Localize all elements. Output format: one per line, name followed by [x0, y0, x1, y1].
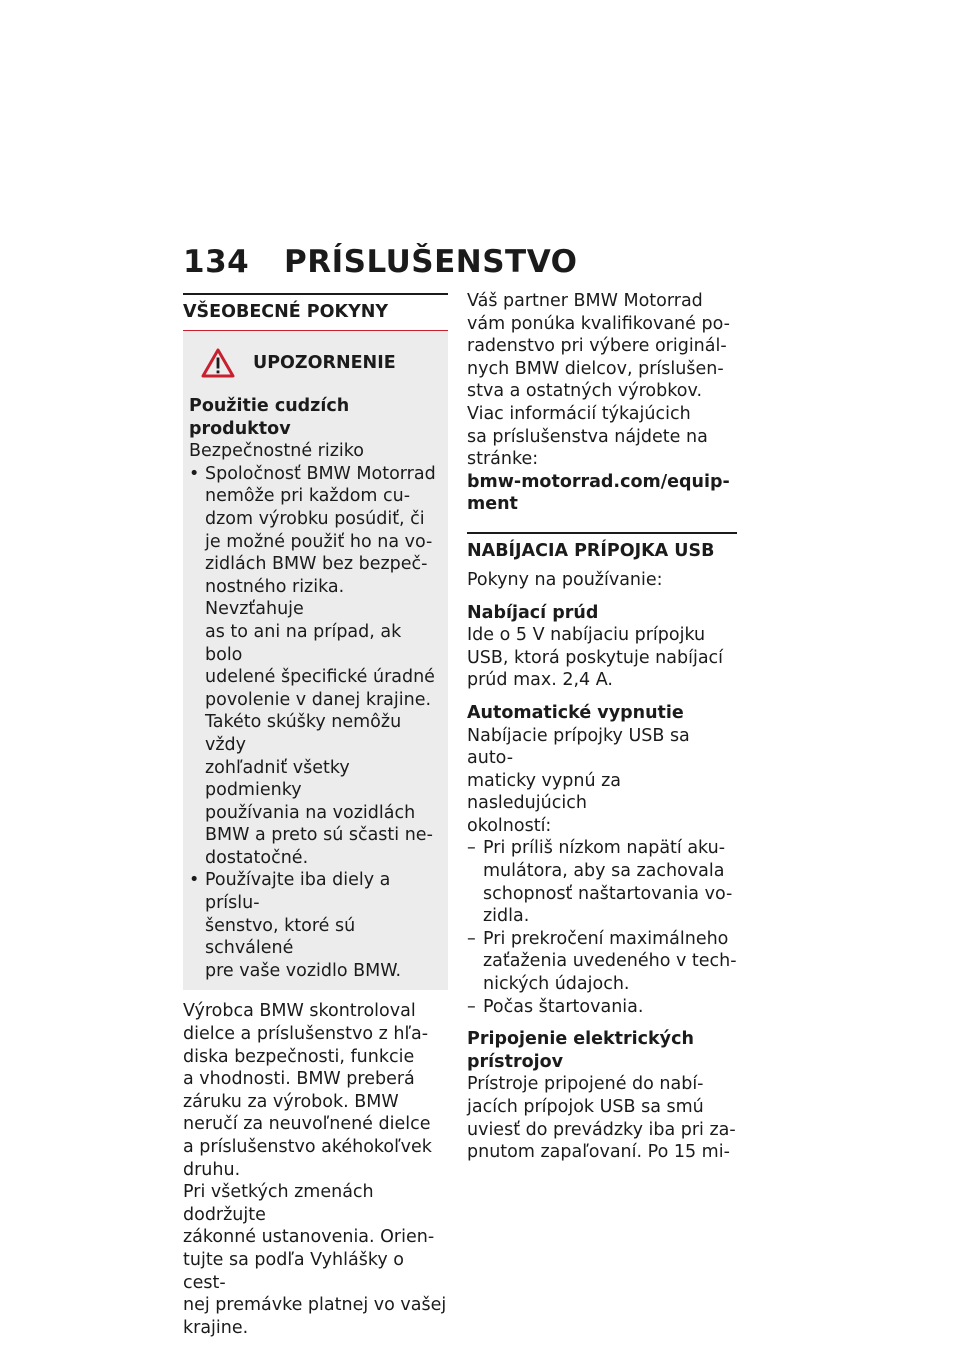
- list-item-text: Počas štartovania.: [483, 996, 644, 1017]
- text-line: tujte sa podľa Vyhlášky o cest-: [183, 1249, 404, 1293]
- text-line: Pripojenie elektrických: [467, 1029, 694, 1050]
- warning-bullet-item: [189, 463, 440, 870]
- warning-subtitle: Bezpečnostné riziko: [189, 441, 364, 462]
- list-marker: –: [467, 928, 476, 949]
- text-line: diska bezpečnosti, funkcie: [183, 1046, 415, 1067]
- list-marker: –: [467, 996, 476, 1017]
- text-line: vám ponúka kvalifikované po-: [467, 313, 730, 334]
- text-line: pnutom zapaľovaní. Po 15 mi-: [467, 1142, 730, 1163]
- text-line: zákonné ustanovenia. Orien-: [183, 1227, 435, 1248]
- list-marker: •: [189, 870, 200, 891]
- list-marker: –: [467, 838, 476, 859]
- text-line: Ide o 5 V nabíjaciu prípojku: [467, 625, 706, 646]
- charge-current-title: Nabíjací prúd: [467, 602, 599, 623]
- text-line: bmw-motorrad.com/equip-: [467, 471, 730, 492]
- warning-box: [183, 331, 448, 990]
- condition-item: [467, 996, 737, 1019]
- page-header: [183, 244, 578, 280]
- text-line: prístrojov: [467, 1051, 564, 1072]
- text-line: prúd max. 2,4 A.: [467, 670, 613, 691]
- text-line: nych BMW dielcov, príslušen-: [467, 358, 724, 379]
- text-line: ment: [467, 494, 518, 515]
- text-line: maticky vypnú za nasledujúcich: [467, 770, 622, 814]
- warning-label: UPOZORNENIE: [253, 353, 396, 373]
- left-column: [183, 293, 448, 1339]
- text-line: radenstvo pri výbere originál-: [467, 336, 727, 357]
- text-line: druhu.: [183, 1159, 241, 1180]
- text-line: neručí za neuvoľnené dielce: [183, 1114, 431, 1135]
- accessories-url: [467, 471, 737, 516]
- warning-triangle-icon: [201, 348, 235, 378]
- text-line: uviesť do prevádzky iba pri za-: [467, 1119, 736, 1140]
- right-column: [467, 290, 737, 1164]
- auto-off-text: [467, 725, 737, 838]
- warning-bullet-list: [189, 463, 440, 983]
- text-line: stránke:: [467, 449, 539, 470]
- condition-item: [467, 837, 737, 927]
- paragraph-partner: [467, 290, 737, 471]
- list-item-text: Používajte iba diely a príslu- šenstvo, ktoré sú schválené pre vaše vozidlo BMW.: [205, 870, 402, 981]
- text-line: Viac informácií týkajúcich: [467, 403, 691, 424]
- text-line: Váš partner BMW Motorrad: [467, 291, 703, 311]
- auto-off-conditions-list: [467, 837, 737, 1018]
- list-item-text: Pri prekročení maximálneho zaťaženia uvedeného v tech- nických údajoch.: [483, 928, 737, 995]
- warning-title: Použitie cudzích produktov: [189, 396, 350, 439]
- charge-current-text: [467, 624, 737, 692]
- list-item-text: Spoločnosť BMW Motorrad nemôže pri každom cu- dzom výrobku posúdiť, či je možné použiť ho na vo- zidlách BMW bez bezpeč- nostného rizika. Nevzťahuje as to ani na prípad, ak bolo udelené špecifické úradné povolenie v danej krajine. Takéto skúšky nemôžu vždy zohľadniť všetky podmienky používania na vozidlách BMW a preto sú sčasti ne- dostatočné.: [205, 463, 436, 868]
- section-title-usb: NABÍJACIA PRÍPOJKA USB: [467, 540, 715, 561]
- connect-devices-text: [467, 1073, 737, 1163]
- section-title-general: VŠEOBECNÉ POKYNY: [183, 302, 389, 322]
- text-line: krajine.: [183, 1317, 249, 1338]
- text-line: jacích prípojok USB sa smú: [467, 1097, 704, 1117]
- paragraph-regulations: [183, 1181, 448, 1339]
- text-line: a vhodnosti. BMW preberá: [183, 1069, 415, 1090]
- text-line: okolností:: [467, 815, 552, 836]
- condition-item: [467, 928, 737, 996]
- warning-bullet-item: [189, 869, 440, 982]
- connect-devices-title: [467, 1028, 737, 1073]
- text-line: a príslušenstvo akéhokoľvek: [183, 1137, 432, 1157]
- text-line: Prístroje pripojené do nabí-: [467, 1074, 704, 1095]
- paragraph-manufacturer: [183, 1000, 448, 1181]
- auto-off-title: Automatické vypnutie: [467, 702, 684, 723]
- warning-header: [189, 331, 440, 395]
- text-line: Pri všetkých zmenách dodržujte: [183, 1182, 374, 1225]
- list-marker: •: [189, 463, 200, 484]
- text-line: záruku za výrobok. BMW: [183, 1091, 399, 1112]
- text-line: USB, ktorá poskytuje nabíjací: [467, 647, 724, 668]
- text-line: Nabíjacie prípojky USB sa auto-: [467, 725, 690, 769]
- text-line: sa príslušenstva nájdete na: [467, 426, 708, 447]
- list-item-text: Pri príliš nízkom napätí aku- mulátora, aby sa zachovala schopnosť naštartovania vo- zidla.: [483, 838, 733, 927]
- text-line: stva a ostatných výrobkov.: [467, 381, 703, 402]
- page-title: PRÍSLUŠENSTVO: [284, 244, 578, 280]
- usage-heading: Pokyny na používanie:: [467, 569, 663, 590]
- text-line: dielce a príslušenstvo z hľa-: [183, 1024, 429, 1045]
- page-number: 134: [183, 244, 250, 280]
- text-line: nej premávke platnej vo vašej: [183, 1295, 447, 1316]
- text-line: Výrobca BMW skontroloval: [183, 1001, 416, 1022]
